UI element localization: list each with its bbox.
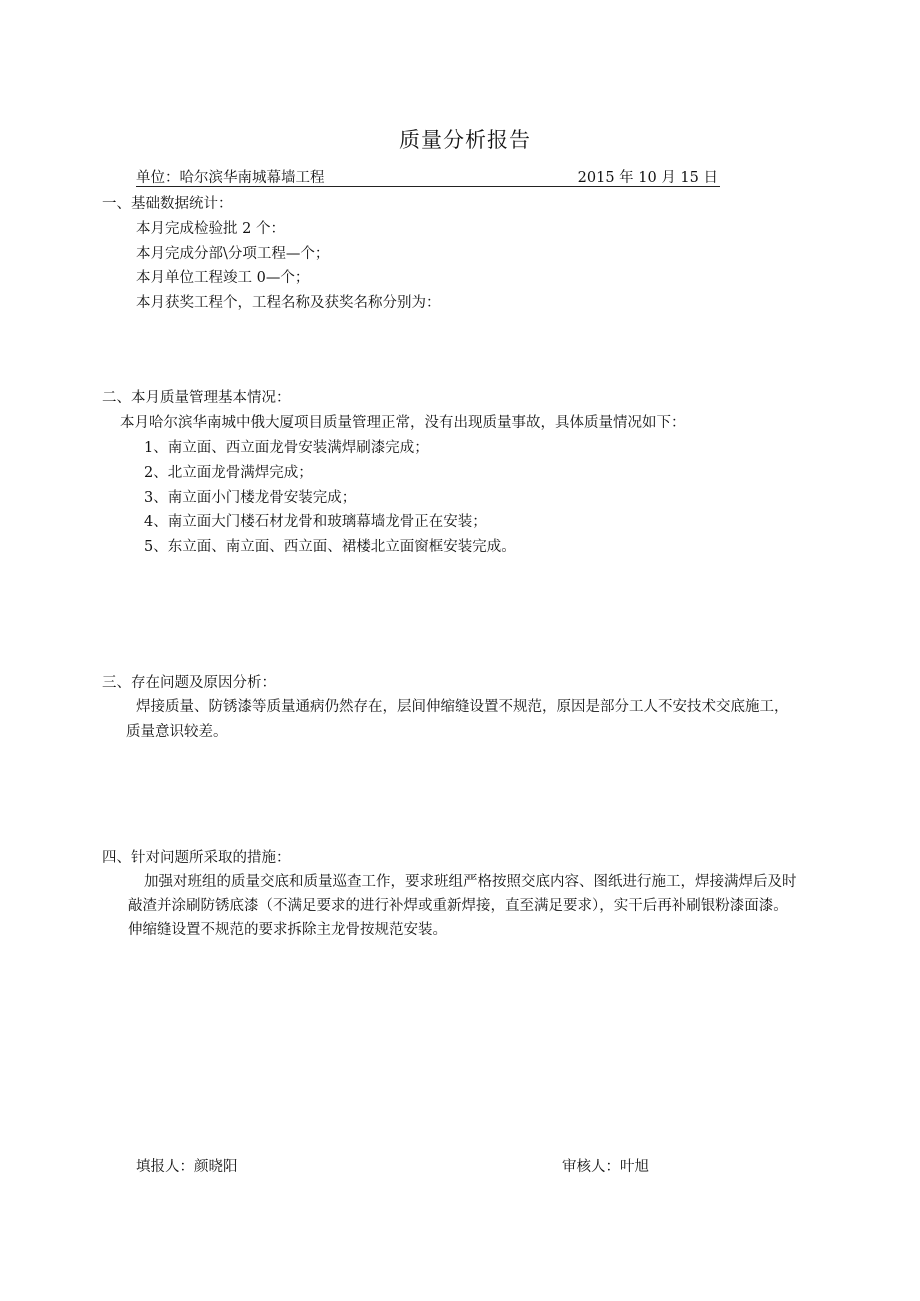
page-title: 质量分析报告 xyxy=(399,128,531,152)
section4-heading: 四、针对问题所采取的措施： xyxy=(102,850,291,866)
section3-line-1: 焊接质量、防锈漆等质量通病仍然存在，层间伸缩缝设置不规范，原因是部分工人不安技术交底施工， xyxy=(136,699,789,715)
section3-heading: 三、存在问题及原因分析： xyxy=(102,675,276,691)
section2-item-2: 2、北立面龙骨满焊完成； xyxy=(144,465,313,481)
section2-item-5: 5、东立面、南立面、西立面、裙楼北立面窗框安装完成。 xyxy=(144,539,516,555)
section2-heading: 二、本月质量管理基本情况： xyxy=(102,390,291,406)
reporter: 填报人：颜晓阳 xyxy=(136,1159,238,1175)
section2-intro: 本月哈尔滨华南城中俄大厦项目质量管理正常，没有出现质量事故，具体质量情况如下： xyxy=(120,415,686,431)
section2-item-4: 4、南立面大门楼石材龙骨和玻璃幕墙龙骨正在安装； xyxy=(144,514,487,530)
report-date: 2015 年 10 月 15 日 xyxy=(577,170,718,186)
reviewer: 审核人：叶旭 xyxy=(562,1159,649,1175)
section1-line-2: 本月完成分部\分项工程—个； xyxy=(136,246,330,262)
unit-date-line xyxy=(136,166,720,187)
section1-line-4: 本月获奖工程个，工程名称及获奖名称分别为： xyxy=(136,295,441,311)
section4-line-1: 加强对班组的质量交底和质量巡查工作，要求班组严格按照交底内容、图纸进行施工，焊接满焊后及时 xyxy=(144,874,797,890)
unit-name: 单位：哈尔滨华南城幕墙工程 xyxy=(136,170,325,186)
section1-line-1: 本月完成检验批 2 个： xyxy=(136,221,285,237)
section2-item-3: 3、南立面小门楼龙骨安装完成； xyxy=(144,490,357,506)
section3-line-2: 质量意识较差。 xyxy=(126,724,228,740)
section4-line-3: 伸缩缝设置不规范的要求拆除主龙骨按规范安装。 xyxy=(128,922,447,938)
section4-line-2: 敲渣并涂刷防锈底漆（不满足要求的进行补焊或重新焊接，直至满足要求），实干后再补刷银粉漆面漆。 xyxy=(128,898,788,914)
section1-heading: 一、基础数据统计： xyxy=(102,196,233,212)
section1-line-3: 本月单位工程竣工 0—个； xyxy=(136,270,310,286)
section2-item-1: 1、南立面、西立面龙骨安装满焊刷漆完成； xyxy=(144,440,429,456)
